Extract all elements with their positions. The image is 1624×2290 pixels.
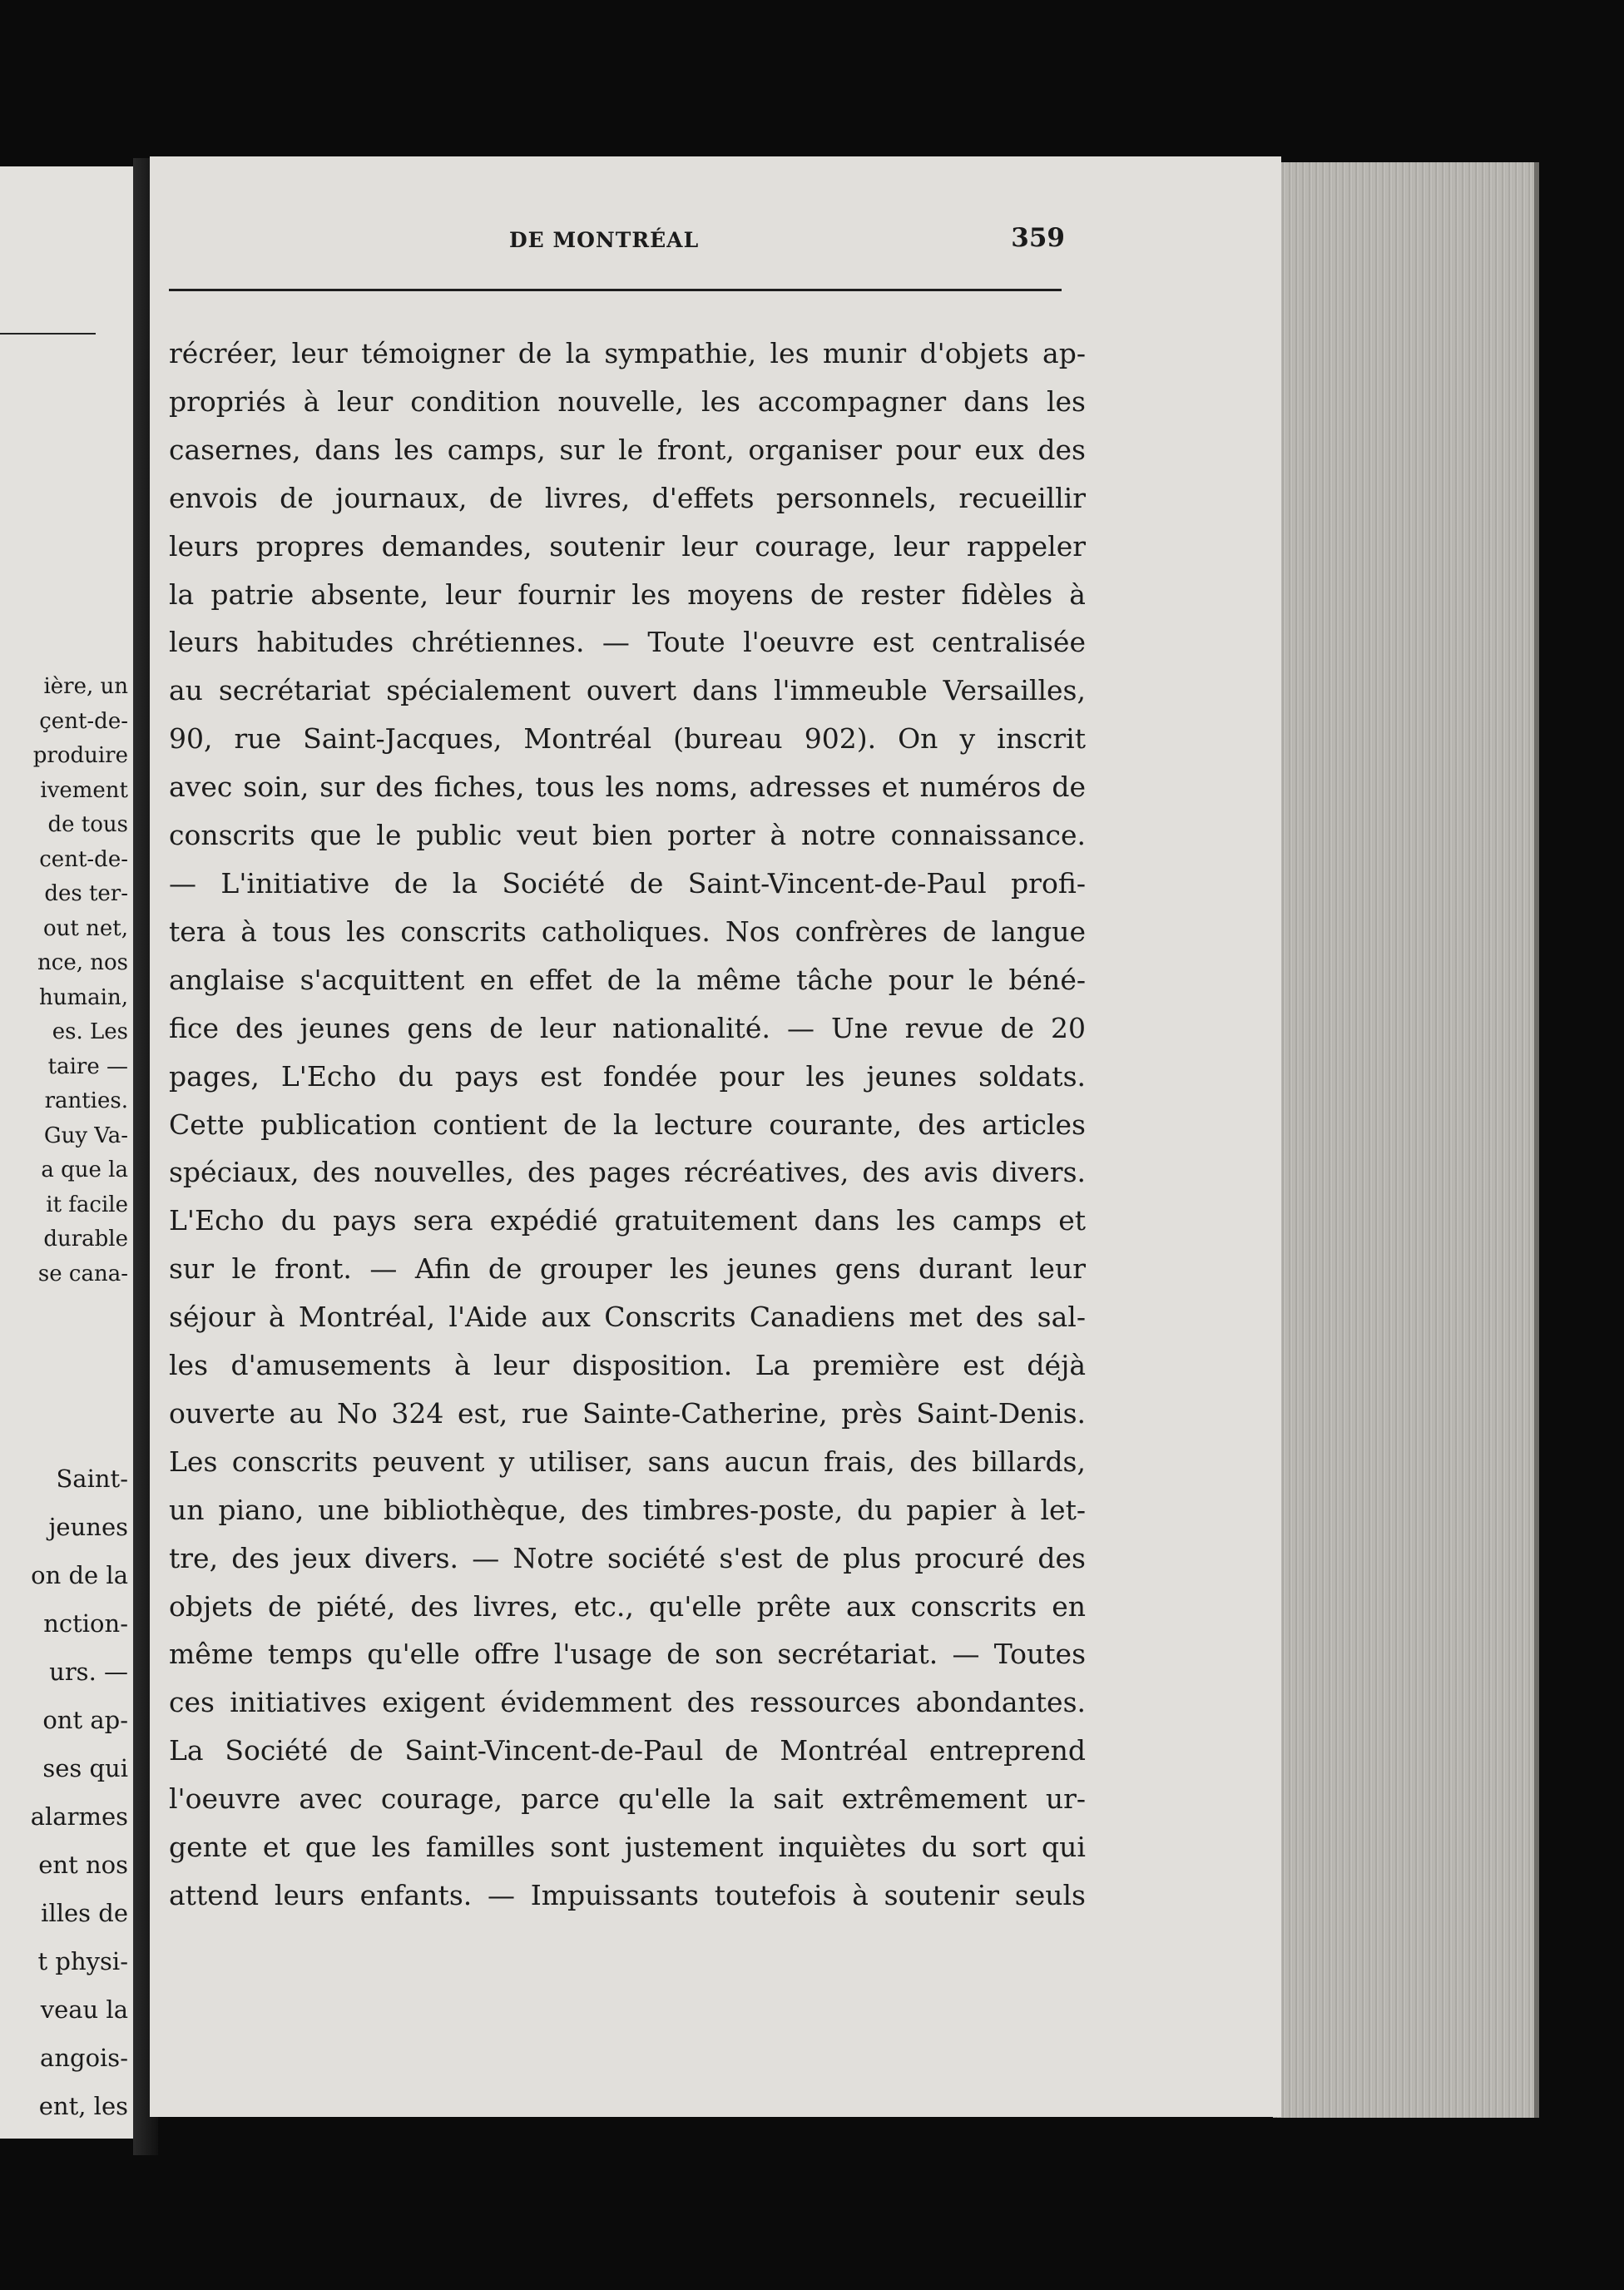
left-page-line: ière, un: [43, 674, 128, 699]
text-line: La Société de Saint-Vincent-de-Paul de Montréal entreprend: [169, 1734, 1086, 1767]
text-line: — L'initiative de la Société de Saint-Vincent-de-Paul profi-: [169, 866, 1086, 900]
text-line: Cette publication contient de la lecture courante, des articles: [169, 1108, 1086, 1141]
left-page-line: nction-: [43, 1609, 128, 1638]
text-line: tera à tous les conscrits catholiques. Nos confrères de langue: [169, 915, 1086, 948]
left-page-line: urs. —: [49, 1658, 128, 1686]
left-page-line: illes de: [41, 1899, 128, 1927]
left-page-line: ivement: [40, 777, 128, 803]
text-line: ouverte au No 324 est, rue Sainte-Catherine, près Saint-Denis.: [169, 1396, 1086, 1430]
left-page-line: on de la: [31, 1561, 128, 1589]
body-text: [169, 330, 1086, 1920]
text-line: même temps qu'elle offre l'usage de son secrétariat. — Toutes: [169, 1638, 1086, 1671]
text-line: envois de journaux, de livres, d'effets personnels, recueillir: [169, 481, 1086, 514]
page-block-edge: [1273, 162, 1539, 2118]
text-line: casernes, dans les camps, sur le front, organiser pour eux des: [169, 433, 1086, 466]
text-line: objets de piété, des livres, etc., qu'elle prête aux conscrits en: [169, 1589, 1086, 1623]
text-line: fice des jeunes gens de leur nationalité. — Une revue de 20: [169, 1011, 1086, 1044]
left-page-line: angois-: [40, 2044, 128, 2072]
left-page-line: es. Les: [52, 1019, 128, 1044]
text-line: 90, rue Saint-Jacques, Montréal (bureau 902). On y inscrit: [169, 722, 1086, 756]
text-line: anglaise s'acquittent en effet de la même tâche pour le béné-: [169, 963, 1086, 996]
left-page-line: humain,: [39, 984, 128, 1010]
text-line: sur le front. — Afin de grouper les jeunes gens durant leur: [169, 1252, 1086, 1286]
text-line: les d'amusements à leur disposition. La première est déjà: [169, 1349, 1086, 1382]
text-line: récréer, leur témoigner de la sympathie, les munir d'objets ap-: [169, 337, 1086, 369]
left-page-header-rule: [0, 333, 96, 335]
left-page-line: ent, les: [38, 2092, 128, 2120]
text-line: gente et que les familles sont justement inquiètes du sort qui: [169, 1831, 1086, 1864]
page-number: 359: [1011, 223, 1065, 253]
left-page-line: alarmes: [30, 1802, 128, 1831]
left-page-line: it facile: [46, 1192, 128, 1217]
text-line: L'Echo du pays sera expédié gratuitement dans les camps et: [169, 1204, 1086, 1237]
left-page-line: de tous: [47, 812, 128, 837]
text-line: propriés à leur condition nouvelle, les accompagner dans les: [169, 384, 1086, 418]
left-page-line: ent nos: [38, 1851, 128, 1879]
text-line: au secrétariat spécialement ouvert dans l'immeuble Versailles,: [169, 674, 1086, 707]
left-page-line: veau la: [40, 1995, 128, 2024]
left-page-line: taire —: [47, 1053, 128, 1079]
running-title: DE MONTRÉAL: [509, 228, 700, 252]
left-page-line: cent-de-: [39, 846, 128, 872]
text-line: avec soin, sur des fiches, tous les noms, adresses et numéros de: [169, 771, 1086, 804]
left-page-line: nce, nos: [37, 950, 128, 975]
text-line: spéciaux, des nouvelles, des pages récréatives, des avis divers.: [169, 1156, 1086, 1189]
header-rule: [169, 289, 1062, 291]
left-page-line: a que la: [41, 1157, 128, 1182]
left-page-line: des ter-: [44, 881, 128, 906]
text-line: conscrits que le public veut bien porter à notre connaissance.: [169, 819, 1086, 852]
text-line: leurs propres demandes, soutenir leur courage, leur rappeler: [169, 529, 1086, 563]
text-line: Les conscrits peuvent y utiliser, sans aucun frais, des billards,: [169, 1445, 1086, 1478]
text-line: la patrie absente, leur fournir les moyens de rester fidèles à: [169, 577, 1086, 611]
left-page-line: ranties.: [44, 1088, 128, 1113]
left-page-line: Guy Va-: [43, 1123, 128, 1148]
left-page-line: jeunes: [48, 1513, 128, 1541]
left-page-line: ses qui: [42, 1754, 128, 1782]
left-page-line: Saint-: [56, 1465, 128, 1493]
left-page-line: çent-de-: [39, 708, 128, 734]
left-page-line: durable: [43, 1227, 128, 1252]
left-page-line: se cana-: [37, 1261, 128, 1286]
left-facing-page: [0, 166, 133, 2139]
left-page-line: out net,: [43, 915, 128, 941]
left-page-line: ont ap-: [42, 1706, 128, 1734]
left-page-text-lower: [12, 1455, 128, 2130]
text-line: séjour à Montréal, l'Aide aux Conscrits Canadiens met des sal-: [169, 1301, 1086, 1334]
left-page-text-upper: [12, 670, 128, 1291]
text-line: l'oeuvre avec courage, parce qu'elle la sait extrêmement ur-: [169, 1782, 1086, 1816]
page-header: [166, 223, 1065, 265]
text-line: tre, des jeux divers. — Notre société s'est de plus procuré des: [169, 1541, 1086, 1574]
text-line: un piano, une bibliothèque, des timbres-poste, du papier à let-: [169, 1493, 1086, 1526]
left-page-line: t physi-: [37, 1947, 128, 1975]
text-line: attend leurs enfants. — Impuissants toutefois à soutenir seuls: [169, 1879, 1086, 1911]
text-line: ces initiatives exigent évidemment des ressources abondantes.: [169, 1686, 1086, 1719]
text-line: pages, L'Echo du pays est fondée pour les jeunes soldats.: [169, 1059, 1086, 1093]
left-page-line: produire: [32, 743, 128, 768]
text-line: leurs habitudes chrétiennes. — Toute l'oeuvre est centralisée: [169, 626, 1086, 659]
